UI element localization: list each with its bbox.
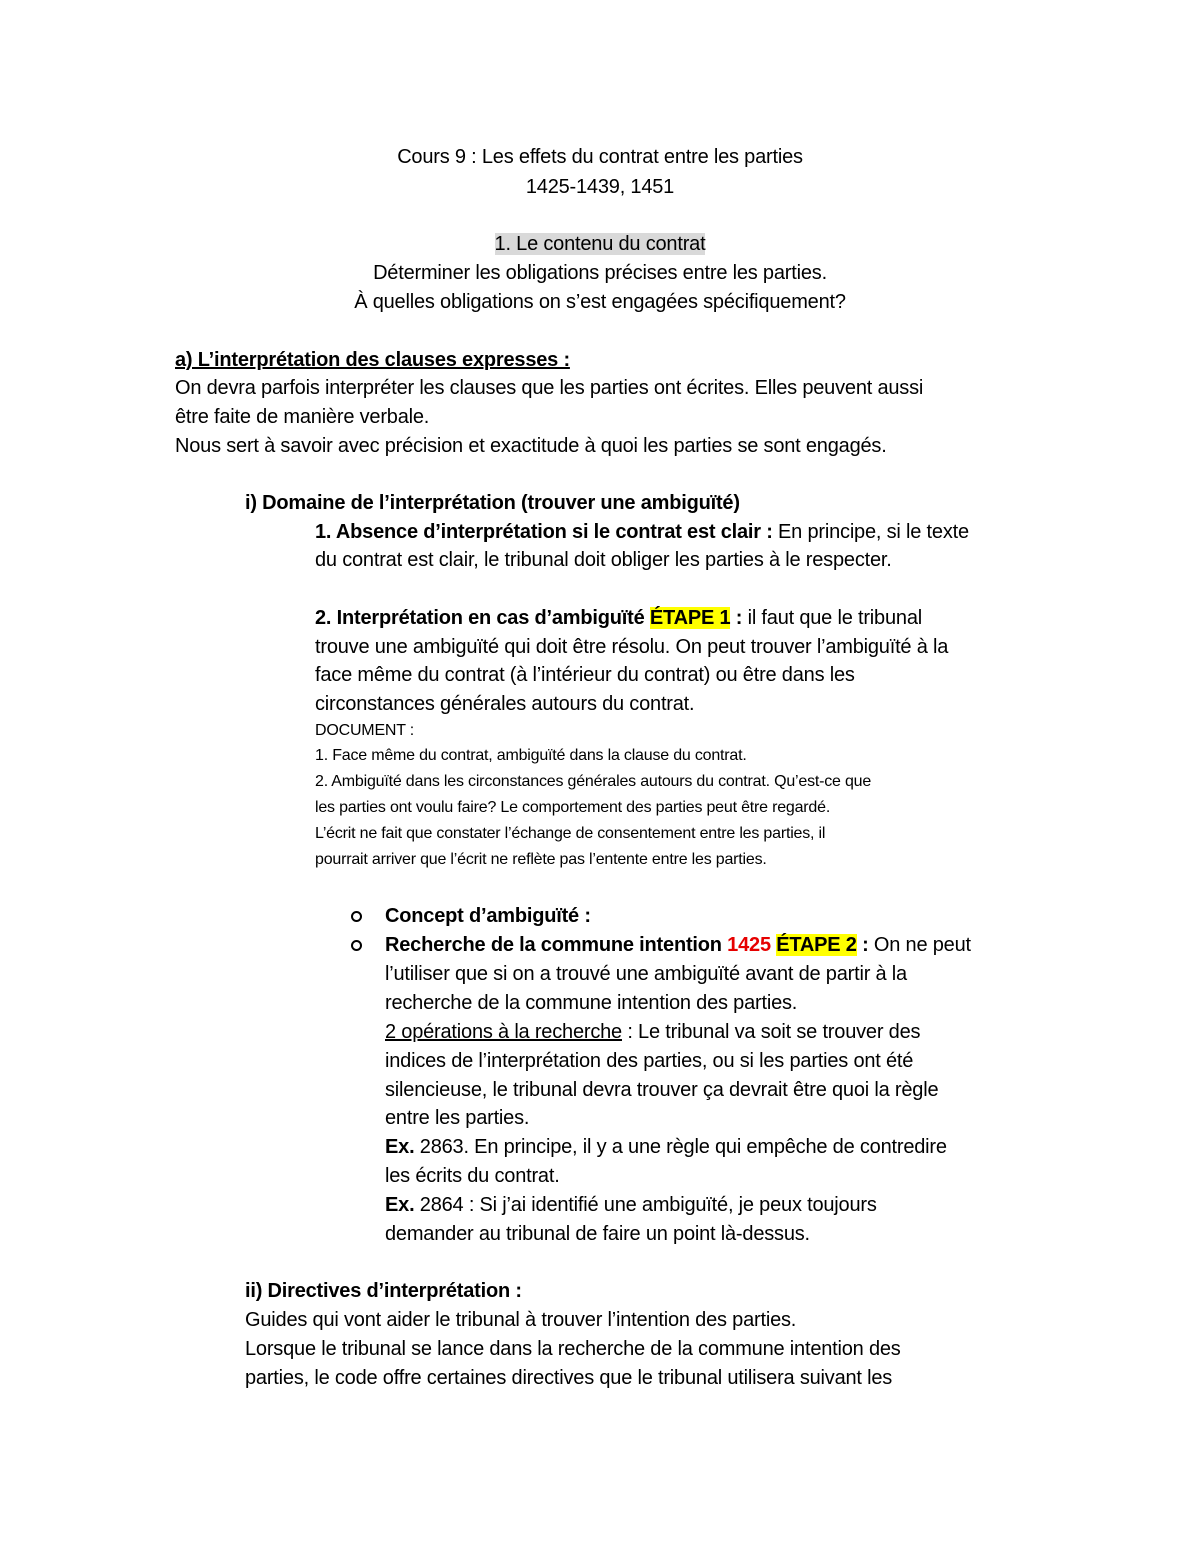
sub-i-heading: i) Domaine de l’interprétation (trouver une ambiguïté) bbox=[245, 492, 740, 514]
document-note-2: 2. Ambiguïté dans les circonstances générales autours du contrat. Qu’est-ce que bbox=[315, 773, 872, 790]
document-note-3: les parties ont voulu faire? Le comportement des parties peut être regardé. bbox=[315, 799, 831, 816]
section-1-intro-1: Déterminer les obligations précises entre les parties. bbox=[373, 262, 827, 284]
sub-i-item-2 bbox=[315, 604, 922, 632]
sub-ii-paragraph-1: Guides qui vont aider le tribunal à trouver l’intention des parties. bbox=[245, 1309, 797, 1331]
etape-2-badge: ÉTAPE 2 bbox=[776, 934, 857, 956]
example-text: 2863. En principe, il y a une règle qui empêche de contredire bbox=[414, 1136, 947, 1158]
example-2864 bbox=[385, 1191, 877, 1219]
article-1425: 1425 bbox=[727, 934, 771, 956]
document-note-4: L’écrit ne fait que constater l’échange de consentement entre les parties, il bbox=[315, 825, 826, 842]
document-title: Cours 9 : Les effets du contrat entre les parties bbox=[397, 146, 803, 168]
sub-i-item-1-title: 1. Absence d’interprétation si le contrat est clair : bbox=[315, 521, 773, 543]
bullet-circle-icon bbox=[351, 911, 362, 922]
document-label: DOCUMENT : bbox=[315, 722, 415, 739]
section-a-paragraph-1: On devra parfois interpréter les clauses que les parties ont écrites. Elles peuvent aussi bbox=[175, 377, 924, 399]
section-a-heading: a) L’interprétation des clauses expresses : bbox=[175, 349, 570, 371]
sub-ii-paragraph-2: Lorsque le tribunal se lance dans la recherche de la commune intention des bbox=[245, 1338, 901, 1360]
bullet-commune-intention-text: On ne peut bbox=[868, 934, 971, 956]
bullet-line-7: entre les parties. bbox=[385, 1107, 530, 1129]
sub-ii-heading: ii) Directives d’interprétation : bbox=[245, 1280, 522, 1302]
sub-i-item-1-text: En principe, si le texte bbox=[772, 521, 969, 543]
sub-i-item-2-text: il faut que le tribunal bbox=[742, 607, 922, 629]
sub-i-item-1-line-2: du contrat est clair, le tribunal doit obliger les parties à le respecter. bbox=[315, 549, 892, 571]
section-1-heading-line bbox=[0, 230, 1200, 258]
section-1-heading: 1. Le contenu du contrat bbox=[494, 233, 706, 255]
operations-label: 2 opérations à la recherche bbox=[385, 1021, 622, 1043]
document-subtitle: 1425-1439, 1451 bbox=[525, 176, 675, 198]
document-note-5: pourrait arriver que l’écrit ne reflète pas l’entente entre les parties. bbox=[315, 851, 767, 868]
sub-i-item-2-line-4: circonstances générales autours du contrat. bbox=[315, 693, 695, 715]
example-2864-line-2: demander au tribunal de faire un point là-dessus. bbox=[385, 1223, 810, 1245]
sub-i-item-2-line-2: trouve une ambiguïté qui doit être résolu. On peut trouver l’ambiguïté à la bbox=[315, 636, 949, 658]
sub-i-item-2-title: 2. Interprétation en cas d’ambiguïté bbox=[315, 607, 650, 629]
section-1-intro-2: À quelles obligations on s’est engagées spécifiquement? bbox=[354, 291, 846, 313]
bullet-concept-ambiguite: Concept d’ambiguïté : bbox=[385, 905, 591, 927]
operations-text: : Le tribunal va soit se trouver des bbox=[621, 1021, 921, 1043]
bullet-commune-intention-colon: : bbox=[856, 934, 869, 956]
bullet-line-3: recherche de la commune intention des parties. bbox=[385, 992, 798, 1014]
bullet-line-4 bbox=[385, 1018, 920, 1046]
example-label: Ex. bbox=[385, 1136, 415, 1158]
example-label: Ex. bbox=[385, 1194, 415, 1216]
example-2863 bbox=[385, 1133, 947, 1161]
section-a-paragraph-3: Nous sert à savoir avec précision et exactitude à quoi les parties se sont engagés. bbox=[175, 435, 887, 457]
sub-i-item-1 bbox=[315, 518, 969, 546]
sub-i-item-2-line-3: face même du contrat (à l’intérieur du contrat) ou être dans les bbox=[315, 664, 855, 686]
section-a-paragraph-2: être faite de manière verbale. bbox=[175, 406, 430, 428]
sub-ii-paragraph-3: parties, le code offre certaines directives que le tribunal utilisera suivant les bbox=[245, 1367, 893, 1389]
bullet-commune-intention bbox=[385, 931, 971, 959]
example-text: 2864 : Si j’ai identifié une ambiguïté, je peux toujours bbox=[414, 1194, 877, 1216]
etape-1-badge: ÉTAPE 1 bbox=[649, 607, 731, 629]
bullet-line-2: l’utiliser que si on a trouvé une ambiguïté avant de partir à la bbox=[385, 963, 907, 985]
document-note-1: 1. Face même du contrat, ambiguïté dans la clause du contrat. bbox=[315, 747, 747, 764]
bullet-commune-intention-title: Recherche de la commune intention bbox=[385, 934, 728, 956]
sub-i-item-2-colon: : bbox=[730, 607, 743, 629]
bullet-line-6: silencieuse, le tribunal devra trouver ça devrait être quoi la règle bbox=[385, 1079, 939, 1101]
bullet-circle-icon bbox=[351, 940, 362, 951]
example-2863-line-2: les écrits du contrat. bbox=[385, 1165, 560, 1187]
bullet-line-5: indices de l’interprétation des parties, ou si les parties ont été bbox=[385, 1050, 914, 1072]
